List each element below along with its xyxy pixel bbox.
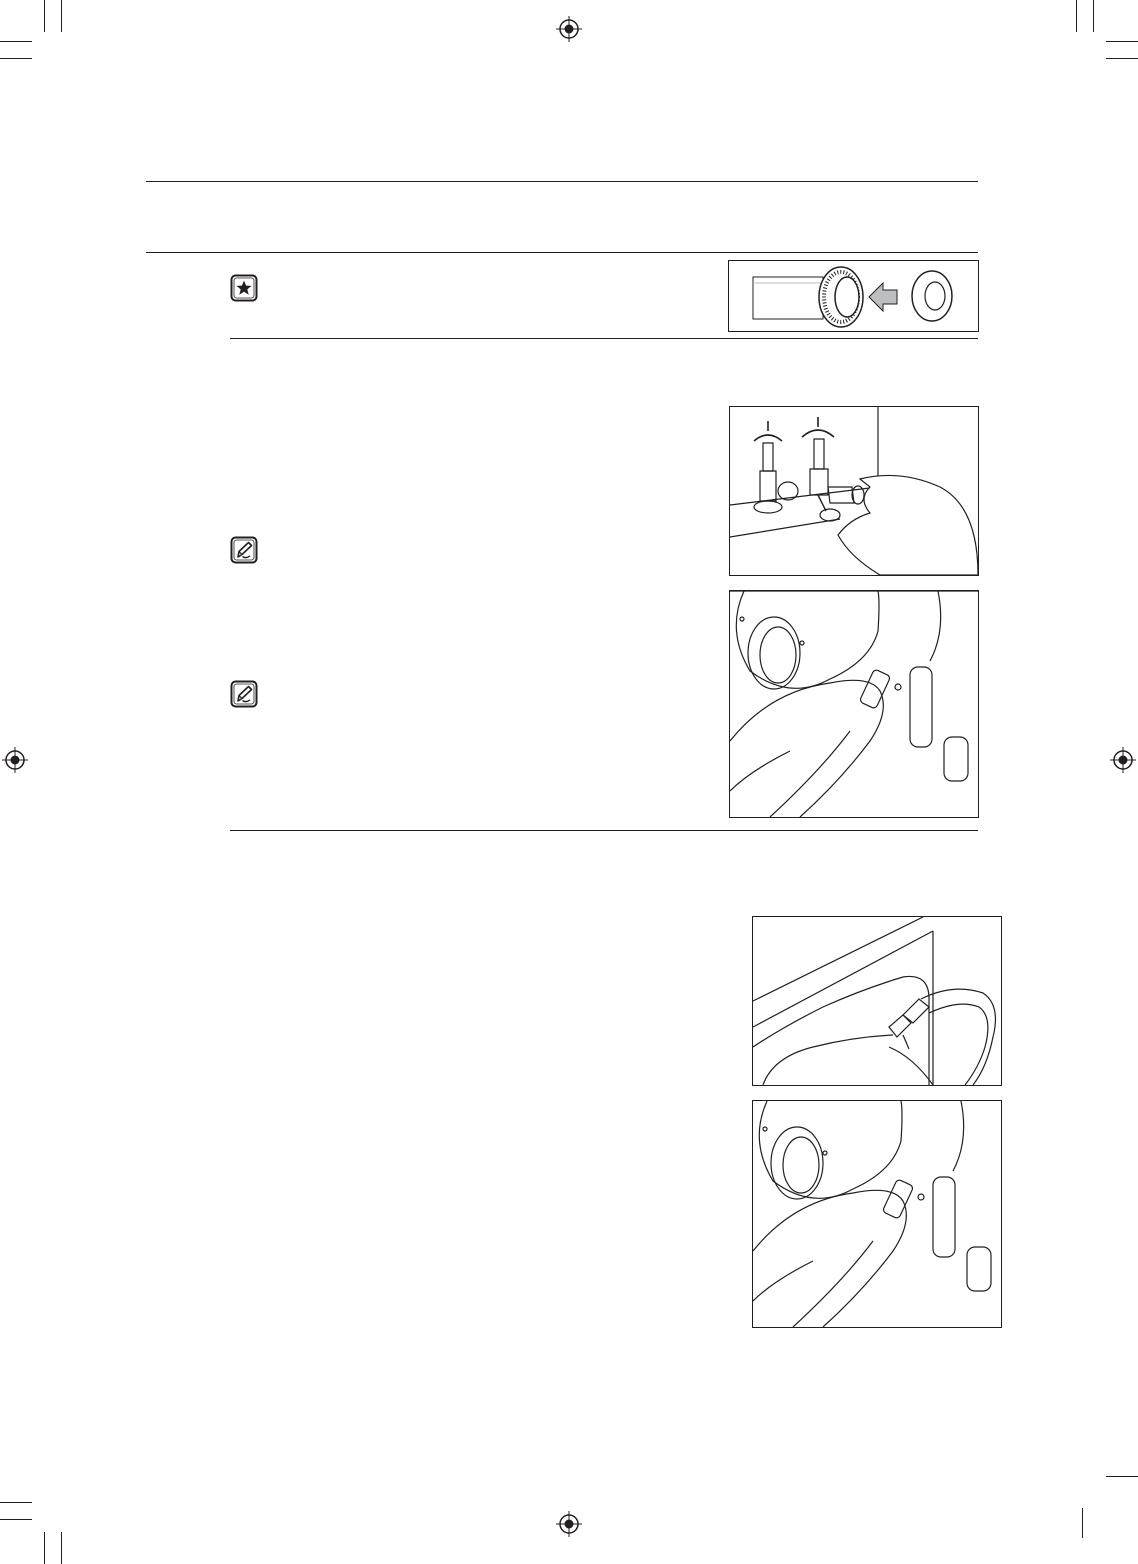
registration-mark-icon: [556, 1511, 582, 1537]
crop-mark-bottom-left-h2: [0, 1519, 32, 1520]
hose-connected-drawing: [753, 917, 1001, 1085]
pencil-note-icon: [230, 680, 258, 708]
header-rule-bottom: [146, 252, 978, 253]
section-divider-1: [230, 338, 978, 339]
crop-mark-bottom-left-v2: [61, 1532, 62, 1564]
crop-mark-top-left-v2: [61, 0, 62, 32]
registration-mark-icon: [556, 16, 582, 42]
crop-mark-top-right-v1: [1076, 0, 1077, 32]
hose-inlet-drawing-2: [753, 1101, 1001, 1327]
star-caution-icon: [230, 274, 258, 302]
crop-mark-top-right-h2: [1106, 58, 1138, 59]
figure-tap-adaptor: [729, 406, 979, 576]
crop-mark-bottom-left-h1: [0, 1502, 32, 1503]
registration-mark-icon: [1110, 747, 1136, 773]
crop-mark-top-right-h1: [1106, 41, 1138, 42]
header-rule-top: [146, 181, 978, 182]
crop-mark-top-left-h2: [0, 58, 32, 59]
crop-mark-bottom-left-v1: [44, 1532, 45, 1564]
hose-washer-drawing: [729, 261, 978, 331]
registration-mark-icon: [2, 747, 28, 773]
figure-hose-to-inlet: [729, 590, 979, 818]
crop-mark-top-left-v1: [44, 0, 45, 32]
figure-hose-washer: [728, 260, 979, 332]
crop-mark-top-right-v2: [1093, 0, 1094, 32]
hose-inlet-drawing: [730, 591, 978, 817]
crop-mark-top-left-h1: [0, 41, 32, 42]
crop-mark-bottom-right-h1: [1106, 1476, 1138, 1477]
figure-hose-to-inlet-2: [752, 1100, 1002, 1328]
tap-adaptor-drawing: [730, 407, 978, 575]
figure-hose-connected: [752, 916, 1002, 1086]
pencil-note-icon: [230, 536, 258, 564]
crop-mark-bottom-right-v1: [1082, 1508, 1083, 1538]
section-divider-2: [230, 830, 978, 831]
